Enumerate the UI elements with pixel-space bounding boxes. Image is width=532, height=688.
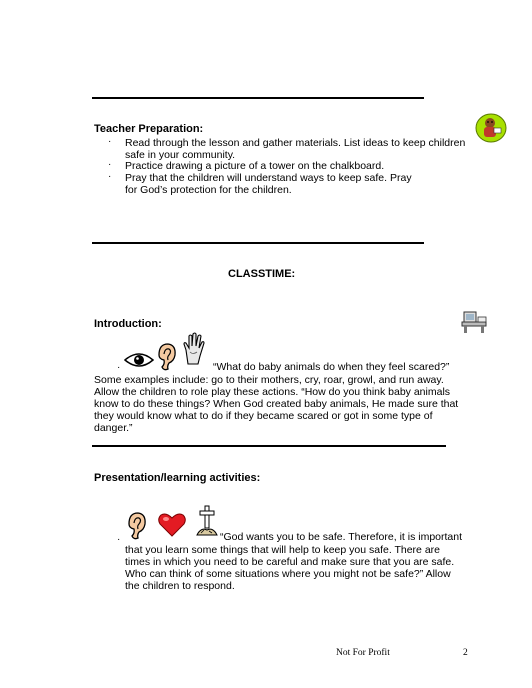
intro-line-4: know to do these things? When God created baby animals, He made sure that [94,398,459,410]
teacher-prep-bullet: · [108,171,112,182]
teacher-clipart-icon [475,113,507,143]
page-number: 2 [463,648,468,658]
teacher-prep-bullet: · [108,159,112,170]
presentation-line-1: “God wants you to be safe. Therefore, it is important [220,531,463,543]
teacher-prep-bullet: · [108,136,112,147]
top-divider [92,97,424,99]
ear-icon [155,343,177,371]
presentation-line-4: Who can think of some situations where you might not be safe?” Allow [125,568,451,580]
footer-label: Not For Profit [336,648,390,658]
section-divider [92,242,424,244]
presentation-line-2: that you learn some things that will help to keep you safe. There are [125,544,440,556]
intro-line-2: Some examples include: go to their mothers, cry, roar, growl, and run away. [94,374,444,386]
teacher-prep-item-1: Read through the lesson and gather materials. List ideas to keep children [125,137,466,149]
cross-icon [195,505,219,537]
presentation-heading: Presentation/learning activities: [94,472,261,484]
section-divider [92,445,446,447]
ear-icon [125,512,147,540]
presentation-bullet: · [117,534,121,545]
presentation-line-3: times in which you need to be careful and make sure that you are safe. [125,556,455,568]
heart-icon [158,513,186,537]
introduction-heading: Introduction: [94,318,162,330]
intro-line-6: danger.” [94,422,133,434]
teacher-prep-heading: Teacher Preparation: [94,123,204,135]
intro-line-1: “What do baby animals do when they feel scared?” [213,361,450,373]
presentation-line-5: the children to respond. [125,580,235,592]
eye-icon [124,350,154,370]
intro-bullet: · [117,362,121,373]
teacher-prep-item-2: Practice drawing a picture of a tower on the chalkboard. [125,160,385,172]
intro-line-5: they would know what to do if they became scared or got in some type of [94,410,433,422]
teacher-prep-item-3-cont: for God’s protection for the children. [125,184,292,196]
teacher-prep-item-1-cont: safe in your community. [125,149,236,161]
teacher-prep-item-3: Pray that the children will understand ways to keep safe. Pray [125,172,412,184]
desk-computer-icon [461,310,489,334]
intro-line-3: Allow the children to role play these actions. “How do you think baby animals [94,386,451,398]
hand-icon [182,332,206,366]
classtime-heading: CLASSTIME: [228,268,296,280]
